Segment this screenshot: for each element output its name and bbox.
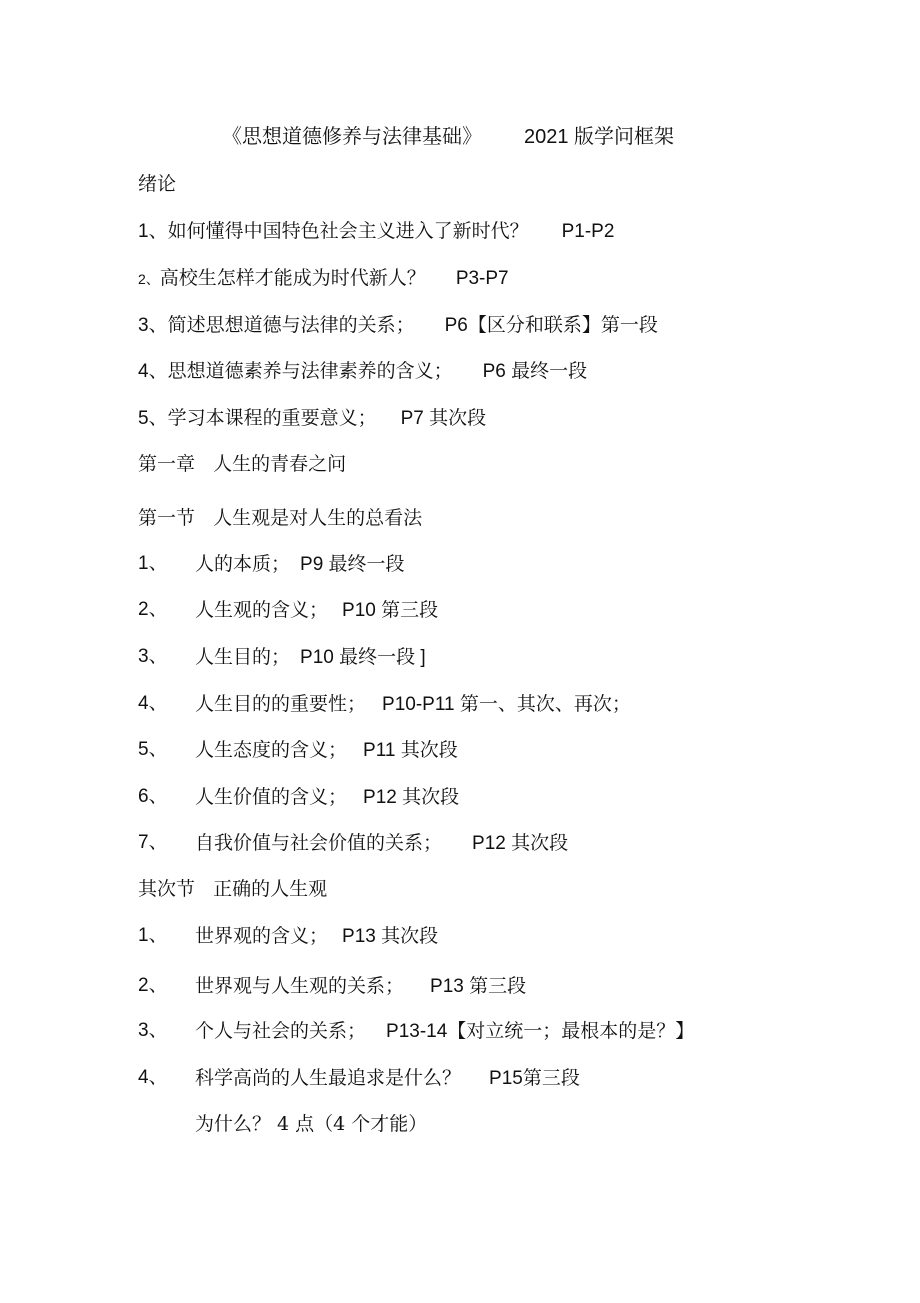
section-1-heading: 第一节 人生观是对人生的总看法 <box>138 507 423 529</box>
item-text: 如何懂得中国特色社会主义进入了新时代？ <box>167 220 529 242</box>
page-reference: P12 其次段 <box>472 833 569 854</box>
item-text: 人生观的含义； <box>195 599 329 621</box>
item-text: 自我价值与社会价值的关系； <box>195 832 443 854</box>
page-reference: P11 其次段 <box>363 740 458 761</box>
item-number: 3、 <box>138 315 168 336</box>
item-number: 4、 <box>138 1067 168 1088</box>
item-text: 人的本质； <box>195 553 291 575</box>
item-number: 5、 <box>138 408 168 429</box>
item-number: 4、 <box>138 693 168 714</box>
item-number: 5、 <box>138 739 168 760</box>
page-reference: P3-P7 <box>455 268 509 289</box>
item-number: 1、 <box>138 925 168 946</box>
item-number: 3、 <box>138 1020 168 1041</box>
item-text: 学习本课程的重要意义； <box>167 407 377 429</box>
item-number: 7、 <box>138 832 168 853</box>
item-number: 2、 <box>138 271 160 287</box>
item-number: 2、 <box>138 975 168 996</box>
item-text: 个人与社会的关系； <box>195 1020 367 1042</box>
item-text: 人生目的； <box>195 646 291 668</box>
book-title: 《思想道德修养与法律基础》 <box>222 124 482 148</box>
document-title <box>222 124 674 149</box>
item-number: 4、 <box>138 361 168 382</box>
item-text: 人生目的的重要性； <box>195 693 367 715</box>
item-number: 1、 <box>138 553 168 574</box>
page-reference: P6 最终一段 <box>482 361 588 382</box>
page-reference: P13-14【对立统一；最根本的是？】 <box>386 1021 695 1042</box>
intro-item-3 <box>138 313 658 338</box>
item-text: 简述思想道德与法律的关系； <box>167 314 415 336</box>
section-2-note: 为什么？ 4 点（4 个才能） <box>195 1113 428 1135</box>
page-reference: P7 其次段 <box>400 408 487 429</box>
item-text: 世界观与人生观的关系； <box>195 975 405 997</box>
intro-item-4 <box>138 359 587 384</box>
chapter-heading: 第一章 人生的青春之问 <box>138 453 347 475</box>
item-text: 思想道德素养与法律素养的含义； <box>167 360 453 382</box>
item-number: 1、 <box>138 221 168 242</box>
item-number: 6、 <box>138 786 168 807</box>
page-reference: P6【区分和联系】第一段 <box>444 315 658 336</box>
item-text: 人生态度的含义； <box>195 739 348 761</box>
page-reference: P15第三段 <box>489 1068 580 1089</box>
item-number: 2、 <box>138 599 168 620</box>
item-number: 3、 <box>138 646 168 667</box>
intro-item-2 <box>138 266 509 291</box>
section-2-heading: 其次节 正确的人生观 <box>138 878 328 900</box>
intro-item-5 <box>138 406 486 431</box>
page-reference: P1-P2 <box>561 221 615 242</box>
page-reference: P10-P11 第一、其次、再次； <box>382 694 631 715</box>
page-reference: P13 其次段 <box>342 926 439 947</box>
page-reference: P9 最终一段 <box>300 554 405 575</box>
page-reference: P12 其次段 <box>363 787 460 808</box>
edition-title: 2021 版学问框架 <box>524 126 675 148</box>
page-reference: P10 最终一段 ] <box>300 647 426 668</box>
item-text: 世界观的含义； <box>195 925 329 947</box>
item-text: 人生价值的含义； <box>195 786 348 808</box>
intro-item-1 <box>138 219 614 244</box>
item-text: 科学高尚的人生最追求是什么？ <box>195 1067 462 1089</box>
page-reference: P10 第三段 <box>342 600 439 621</box>
item-text: 高校生怎样才能成为时代新人？ <box>159 267 426 289</box>
page-reference: P13 第三段 <box>430 976 527 997</box>
intro-heading: 绪论 <box>138 173 177 195</box>
